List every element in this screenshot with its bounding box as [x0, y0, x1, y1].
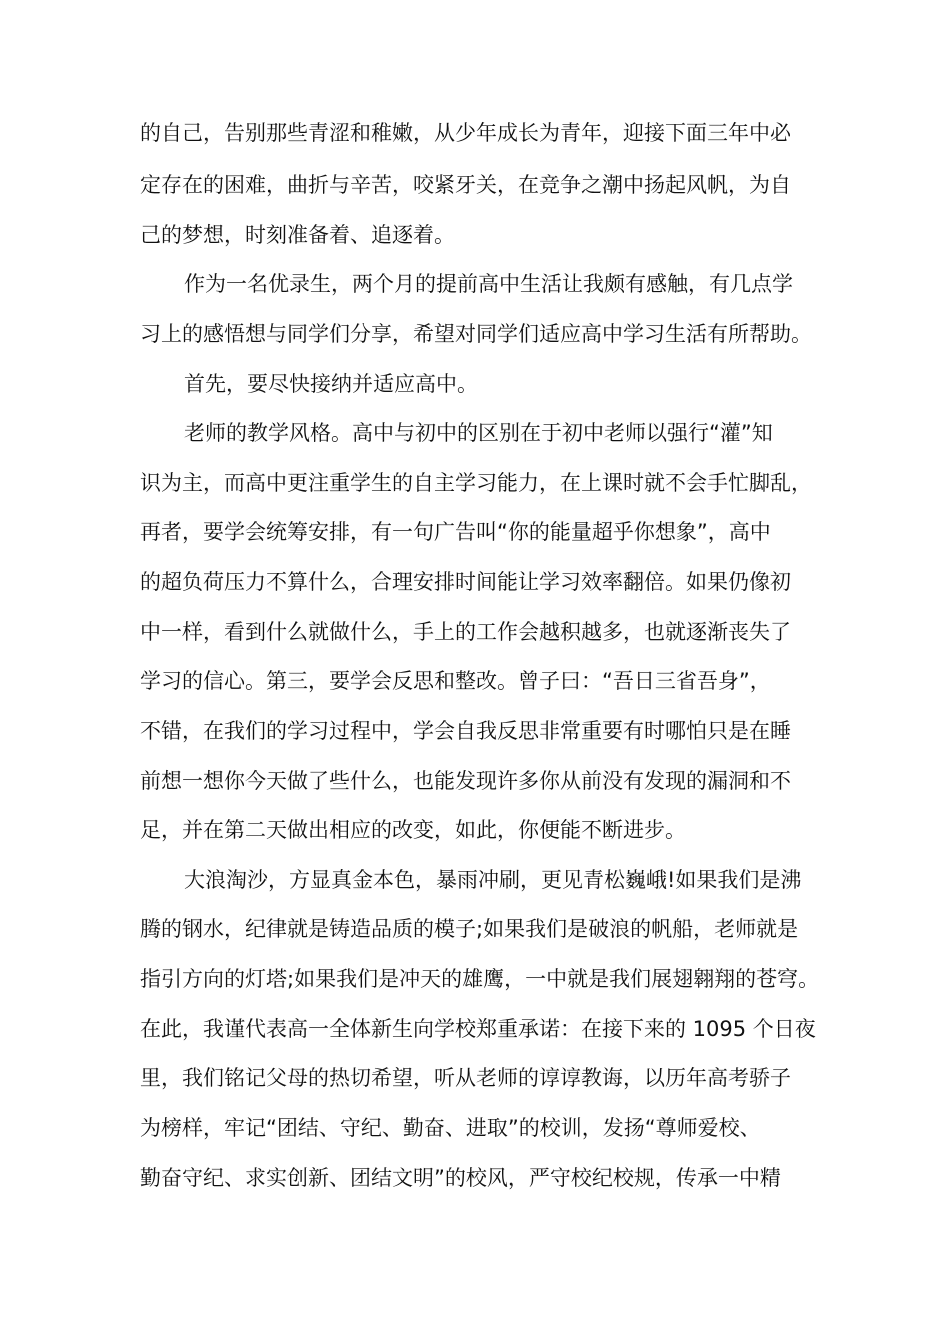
text-line: 指引方向的灯塔;如果我们是冲天的雄鹰，一中就是我们展翅翱翔的苍穹。	[140, 967, 820, 991]
text-line: 中一样，看到什么就做什么，手上的工作会越积越多，也就逐渐丧失了	[140, 620, 791, 644]
text-line: 识为主，而高中更注重学生的自主学习能力，在上课时就不会手忙脚乱，	[140, 471, 812, 495]
text-line: 的自己，告别那些青涩和稚嫩，从少年成长为青年，迎接下面三年中必	[140, 121, 791, 145]
paragraph-first-line: 老师的教学风格。高中与初中的区别在于初中老师以强行“灌”知	[184, 421, 773, 445]
text-line: 勤奋守纪、求实创新、团结文明”的校风，严守校纪校规，传承一中精	[140, 1166, 781, 1190]
text-line: 足，并在第二天做出相应的改变，如此，你便能不断进步。	[140, 818, 686, 842]
text-line: 己的梦想，时刻准备着、追逐着。	[140, 223, 455, 247]
text-line: 在此，我谨代表高一全体新生向学校郑重承诺：在接下来的 1095 个日夜	[140, 1017, 816, 1041]
text-line: 不错，在我们的学习过程中，学会自我反思非常重要有时哪怕只是在睡	[140, 719, 791, 743]
text-line: 前想一想你今天做了些什么，也能发现许多你从前没有发现的漏洞和不	[140, 769, 791, 793]
paragraph-first-line: 首先，要尽快接纳并适应高中。	[184, 372, 478, 396]
text-line: 学习的信心。第三，要学会反思和整改。曾子曰：“吾日三省吾身”，	[140, 669, 771, 693]
text-line: 腾的钢水，纪律就是铸造品质的模子;如果我们是破浪的帆船，老师就是	[140, 917, 799, 941]
text-line: 的超负荷压力不算什么，合理安排时间能让学习效率翻倍。如果仍像初	[140, 570, 791, 594]
text-line: 为榜样，牢记“团结、守纪、勤奋、进取”的校训，发扬“尊师爱校、	[140, 1116, 761, 1140]
paragraph-first-line: 大浪淘沙，方显真金本色，暴雨冲刷，更见青松巍峨!如果我们是沸	[184, 868, 802, 892]
paragraph-first-line: 作为一名优录生，两个月的提前高中生活让我颇有感触，有几点学	[184, 272, 793, 296]
text-line: 里，我们铭记父母的热切希望，听从老师的谆谆教诲，以历年高考骄子	[140, 1066, 791, 1090]
text-line: 定存在的困难，曲折与辛苦，咬紧牙关，在竞争之潮中扬起风帆，为自	[140, 173, 791, 197]
text-line: 习上的感悟想与同学们分享，希望对同学们适应高中学习生活有所帮助。	[140, 322, 812, 346]
text-line: 再者，要学会统筹安排，有一句广告叫“你的能量超乎你想象”，高中	[140, 520, 771, 544]
